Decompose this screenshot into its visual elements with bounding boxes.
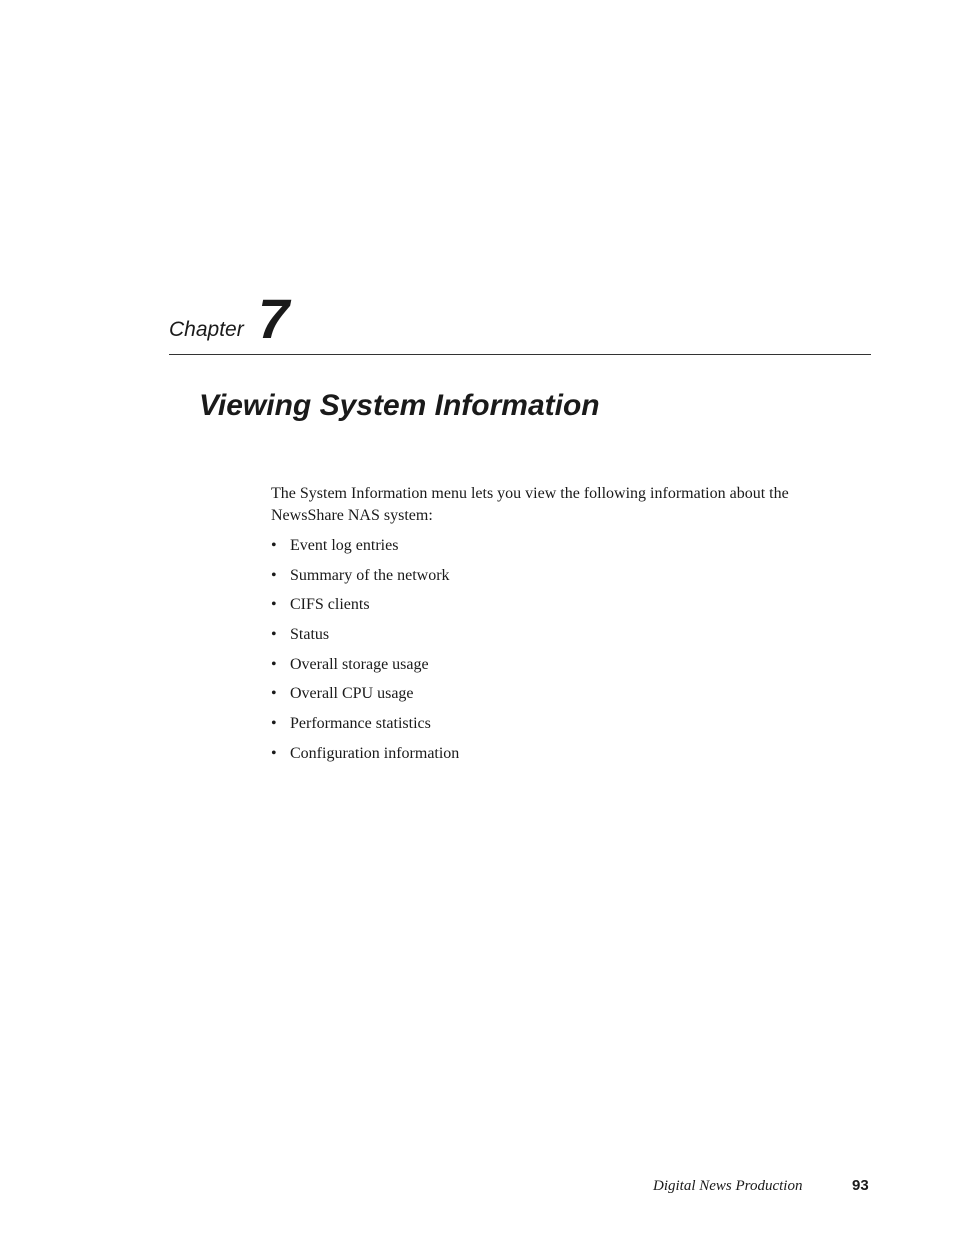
intro-paragraph: The System Information menu lets you view the following information about the NewsShare NAS system: (271, 485, 789, 524)
page-number: 93 (852, 1177, 869, 1194)
info-bullet-list (271, 535, 459, 773)
list-item (271, 565, 459, 595)
bullet-icon: • (271, 744, 277, 762)
list-item-text: Configuration information (290, 744, 460, 762)
list-item (271, 683, 459, 713)
chapter-divider (169, 354, 871, 355)
list-item (271, 713, 459, 743)
bullet-icon: • (271, 626, 277, 644)
bullet-icon: • (271, 715, 277, 733)
list-item-text: Summary of the network (290, 566, 450, 584)
list-item-text: Overall CPU usage (290, 685, 414, 703)
bullet-icon: • (271, 596, 277, 614)
list-item-text: CIFS clients (290, 596, 370, 614)
list-item (271, 535, 459, 565)
list-item-text: Status (290, 626, 330, 644)
bullet-icon: • (271, 537, 277, 554)
chapter-number: 7 (258, 287, 290, 350)
chapter-title: Viewing System Information (199, 389, 600, 422)
bullet-icon: • (271, 566, 277, 584)
chapter-label: Chapter (169, 318, 244, 341)
list-item-text: Event log entries (290, 537, 399, 554)
list-item (271, 624, 459, 654)
bullet-icon: • (271, 685, 277, 703)
footer-book-title: Digital News Production (653, 1178, 803, 1194)
list-item (271, 594, 459, 624)
list-item (271, 654, 459, 684)
list-item-text: Performance statistics (290, 715, 431, 733)
list-item (271, 743, 459, 773)
bullet-icon: • (271, 655, 277, 673)
list-item-text: Overall storage usage (290, 655, 429, 673)
